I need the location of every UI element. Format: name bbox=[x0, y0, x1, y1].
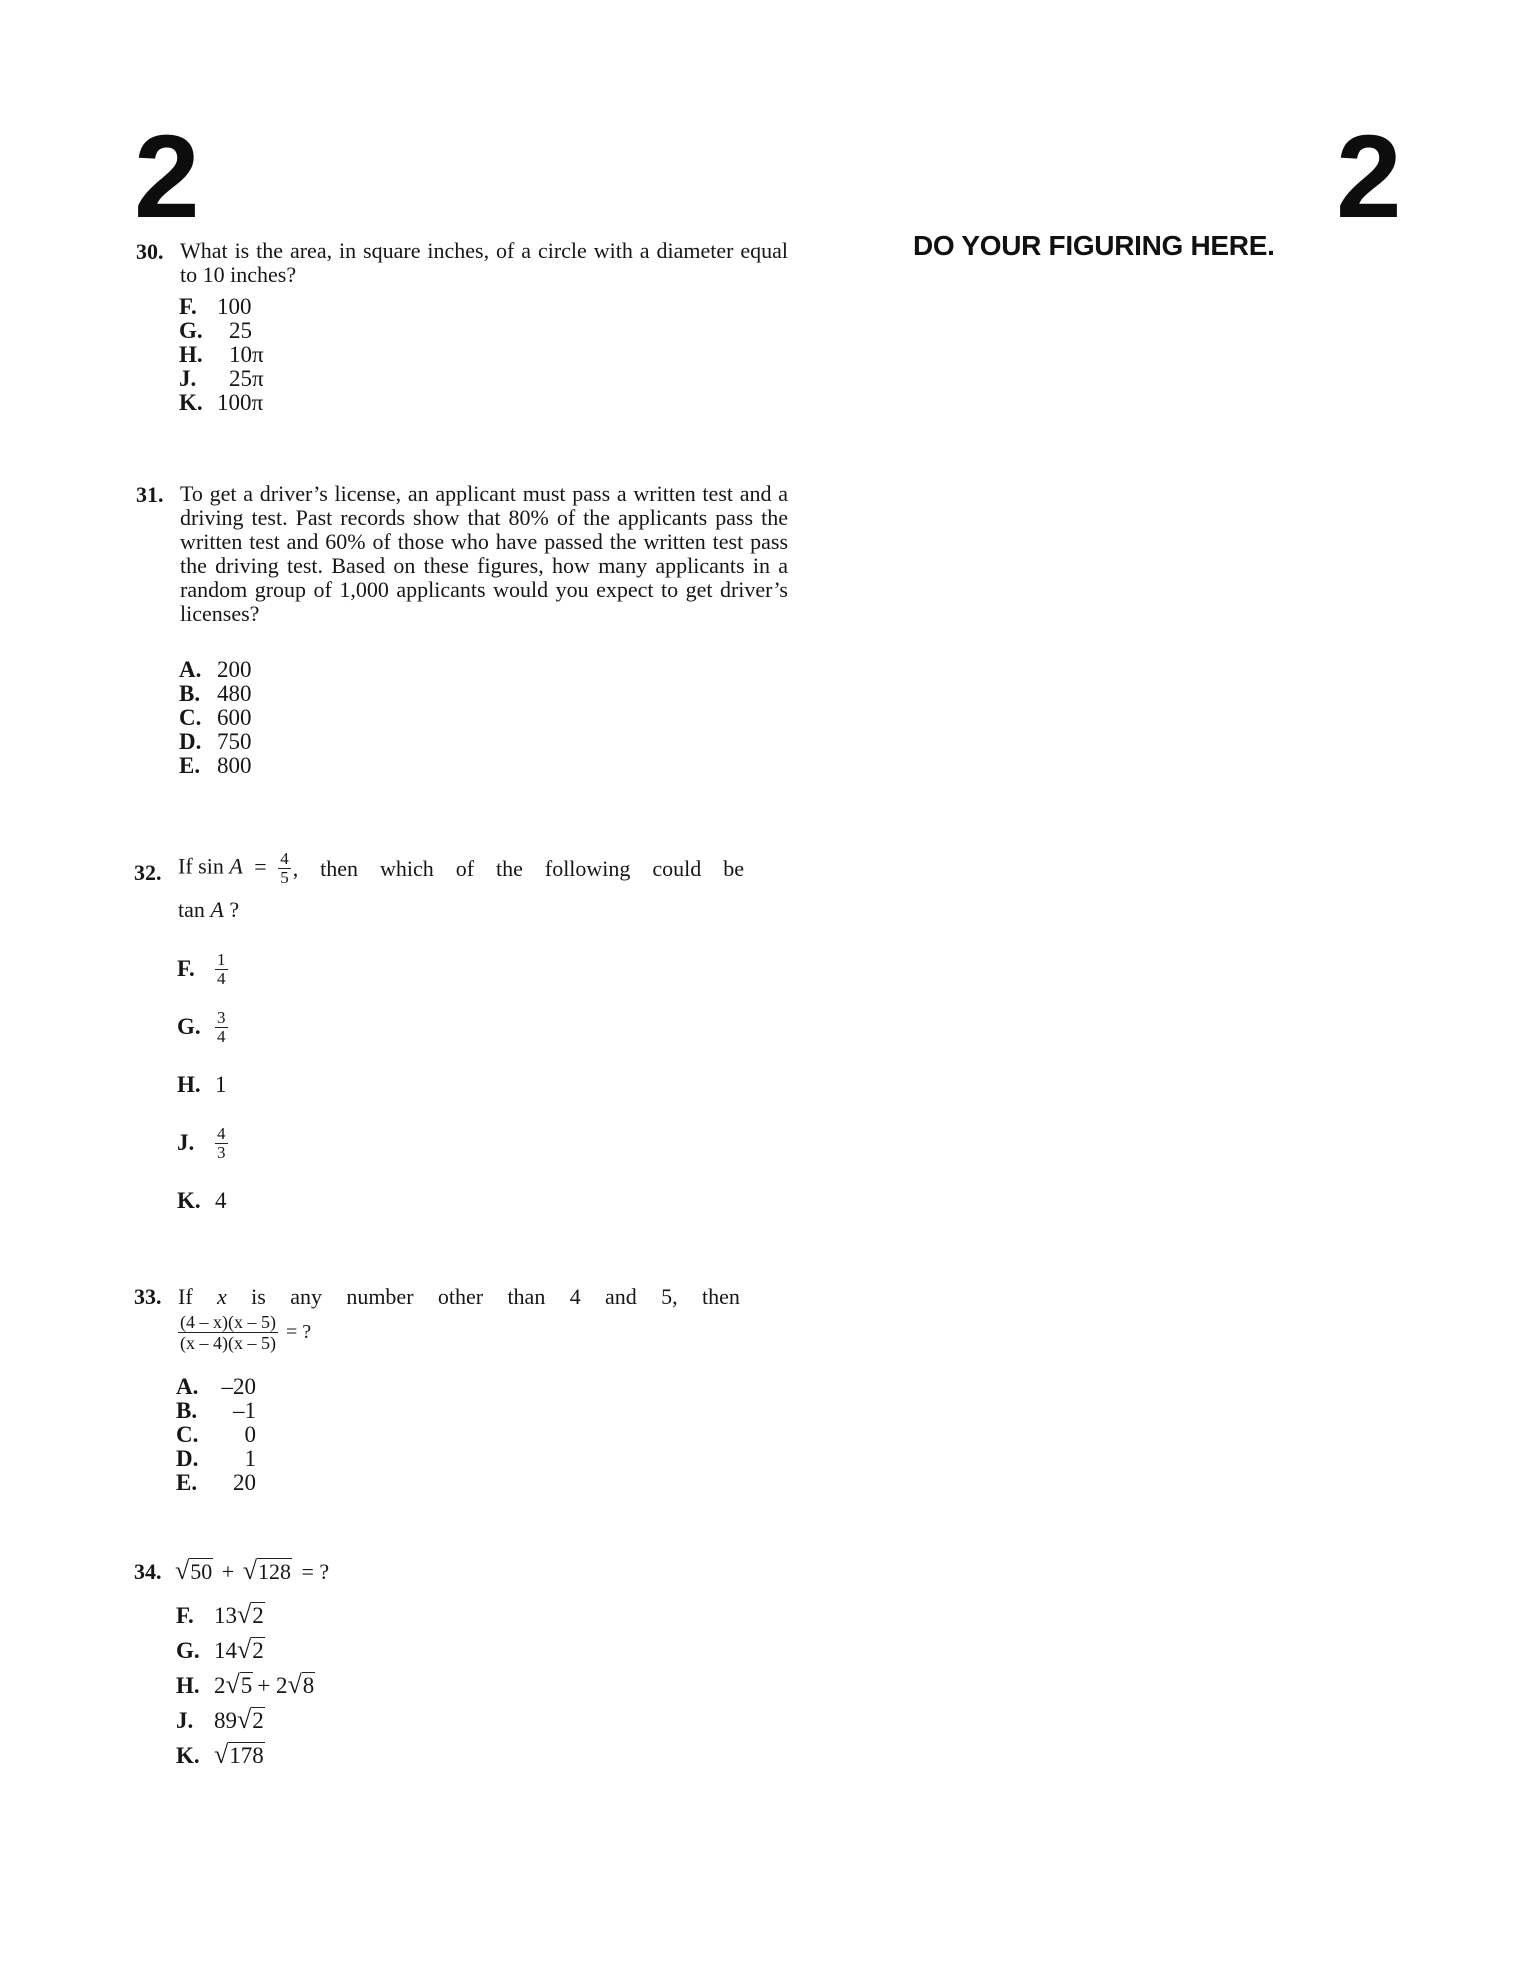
option-value: 20 bbox=[233, 1470, 256, 1495]
stem-word: then bbox=[702, 1284, 740, 1309]
option-coefficient: 13 bbox=[214, 1603, 237, 1628]
radicand: 2 bbox=[252, 1603, 264, 1628]
option-value: 25 bbox=[229, 318, 252, 343]
option-letter: G. bbox=[177, 1014, 201, 1039]
option-value: 25π bbox=[229, 366, 264, 391]
question-number: 30. bbox=[136, 239, 164, 264]
answer-option-f[interactable] bbox=[176, 1598, 315, 1633]
answer-option-h[interactable] bbox=[177, 1056, 228, 1114]
answer-option-e[interactable] bbox=[179, 754, 252, 778]
stem-var: x bbox=[217, 1284, 227, 1309]
option-value: –20 bbox=[221, 1374, 256, 1399]
option-value: 200 bbox=[217, 657, 252, 682]
answer-option-c[interactable] bbox=[179, 706, 252, 730]
option-value: 800 bbox=[217, 753, 252, 778]
stem-equals: = bbox=[254, 853, 267, 879]
option-letter: F. bbox=[177, 956, 195, 981]
answer-option-k[interactable] bbox=[177, 1172, 228, 1230]
stem-word: any bbox=[290, 1284, 322, 1309]
radical-sign: √ bbox=[225, 1670, 240, 1699]
stem-tan: tan bbox=[178, 897, 205, 922]
answer-option-h[interactable] bbox=[179, 343, 264, 367]
question-text: What is the area, in square inches, of a circle with a diameter equal to 10 inches? bbox=[180, 238, 788, 287]
stem-var: A bbox=[210, 897, 224, 922]
question-number: 34. bbox=[134, 1559, 162, 1584]
answer-option-d[interactable] bbox=[179, 730, 252, 754]
option-letter: H. bbox=[176, 1673, 200, 1698]
option-letter: C. bbox=[179, 705, 202, 730]
radicand: 8 bbox=[302, 1673, 315, 1698]
stem-word: number bbox=[346, 1284, 414, 1309]
answer-option-d[interactable] bbox=[176, 1447, 256, 1471]
stem-question: ? bbox=[229, 897, 240, 922]
option-letter: E. bbox=[179, 753, 201, 778]
option-value: 100π bbox=[217, 390, 264, 415]
answer-option-a[interactable] bbox=[179, 658, 252, 682]
option-letter: G. bbox=[179, 318, 203, 343]
question-34 bbox=[134, 1556, 329, 1586]
answer-options-31 bbox=[179, 658, 252, 778]
option-letter: B. bbox=[179, 681, 201, 706]
option-letter: J. bbox=[176, 1708, 194, 1733]
plus-sign: + bbox=[221, 1559, 235, 1584]
stem-word: and bbox=[605, 1284, 637, 1309]
answer-option-b[interactable] bbox=[176, 1399, 256, 1423]
stem-text: If sin bbox=[178, 853, 224, 879]
expression-tail: = ? bbox=[301, 1559, 330, 1584]
option-fraction bbox=[215, 1125, 228, 1162]
radical-sign: √ bbox=[242, 1556, 257, 1585]
fraction-denominator: 3 bbox=[217, 1142, 226, 1162]
option-value: 600 bbox=[217, 705, 252, 730]
stem-word: is bbox=[251, 1284, 266, 1309]
answer-option-g[interactable] bbox=[176, 1633, 315, 1668]
answer-option-j[interactable] bbox=[177, 1114, 228, 1172]
question-number: 32. bbox=[134, 860, 162, 885]
figuring-label: DO YOUR FIGURING HERE. bbox=[913, 230, 1275, 261]
radical-sign: √ bbox=[214, 1740, 229, 1769]
fraction-denominator: 4 bbox=[217, 968, 226, 988]
radicand: 128 bbox=[257, 1559, 291, 1584]
option-value: 10π bbox=[229, 342, 264, 367]
question-text-line-2 bbox=[178, 897, 239, 923]
option-letter: K. bbox=[176, 1743, 200, 1768]
option-letter: J. bbox=[177, 1130, 195, 1155]
answer-option-c[interactable] bbox=[176, 1423, 256, 1447]
answer-option-h[interactable] bbox=[176, 1668, 315, 1703]
radicand: 2 bbox=[252, 1638, 264, 1663]
option-coefficient: 2 bbox=[214, 1673, 226, 1698]
expression bbox=[167, 1556, 330, 1585]
radicand: 50 bbox=[190, 1559, 213, 1584]
answer-option-j[interactable] bbox=[179, 367, 264, 391]
stem-rest: , then which of the following could be bbox=[292, 855, 744, 881]
expression-fraction bbox=[178, 1312, 278, 1353]
question-text bbox=[178, 850, 744, 887]
option-plus-term: + 2 bbox=[257, 1673, 288, 1698]
section-number-left: 2 bbox=[134, 111, 200, 243]
radical-sign: √ bbox=[287, 1670, 302, 1699]
section-number-right: 2 bbox=[1336, 111, 1402, 243]
radical-sign: √ bbox=[175, 1556, 190, 1585]
stem-word: If bbox=[178, 1284, 193, 1309]
expression-tail: = ? bbox=[285, 1321, 312, 1343]
option-fraction bbox=[215, 1009, 228, 1046]
option-value: 480 bbox=[217, 681, 252, 706]
option-letter: D. bbox=[176, 1446, 199, 1471]
radicand: 5 bbox=[240, 1673, 253, 1698]
answer-options-33 bbox=[176, 1375, 256, 1495]
answer-options-32 bbox=[177, 940, 228, 1230]
fraction-numerator: 3 bbox=[217, 1007, 226, 1027]
radical-sign: √ bbox=[237, 1635, 252, 1664]
option-letter: K. bbox=[177, 1188, 201, 1213]
fraction-denominator: 5 bbox=[280, 868, 289, 887]
option-letter: A. bbox=[176, 1374, 199, 1399]
option-value: 100 bbox=[217, 294, 252, 319]
expression bbox=[178, 1312, 311, 1353]
answer-option-g[interactable] bbox=[179, 319, 264, 343]
option-value: 1 bbox=[244, 1446, 256, 1471]
option-letter: E. bbox=[176, 1470, 198, 1495]
option-letter: H. bbox=[177, 1072, 201, 1097]
stem-word: other bbox=[437, 1284, 484, 1309]
option-letter: G. bbox=[176, 1638, 200, 1663]
question-number: 33. bbox=[134, 1284, 162, 1309]
radicand: 2 bbox=[252, 1708, 264, 1733]
answer-option-k[interactable] bbox=[179, 391, 264, 415]
stem-word: 4 bbox=[569, 1284, 581, 1309]
stem-start bbox=[178, 850, 291, 887]
fraction-numerator: 1 bbox=[217, 949, 226, 969]
question-text bbox=[178, 1284, 740, 1310]
option-letter: F. bbox=[176, 1603, 194, 1628]
answer-options-34 bbox=[176, 1598, 315, 1773]
stem-word: than bbox=[507, 1284, 546, 1309]
answer-option-a[interactable] bbox=[176, 1375, 256, 1399]
fraction-numerator: (4 – x)(x – 5) bbox=[180, 1312, 276, 1332]
stem-var: A bbox=[229, 853, 243, 879]
option-fraction bbox=[215, 951, 228, 988]
radicand: 178 bbox=[229, 1743, 264, 1768]
answer-option-g[interactable] bbox=[177, 998, 228, 1056]
stem-word: 5, bbox=[661, 1284, 678, 1309]
option-letter: A. bbox=[179, 657, 202, 682]
option-coefficient: 14 bbox=[214, 1638, 237, 1663]
option-letter: F. bbox=[179, 294, 197, 319]
fraction-numerator: 4 bbox=[217, 1123, 226, 1143]
answer-option-e[interactable] bbox=[176, 1471, 256, 1495]
option-letter: D. bbox=[179, 729, 202, 754]
answer-options-30 bbox=[179, 295, 264, 415]
fraction-numerator: 4 bbox=[280, 849, 289, 868]
option-value: 1 bbox=[215, 1072, 227, 1097]
option-letter: H. bbox=[179, 342, 203, 367]
radical-sign: √ bbox=[237, 1705, 252, 1734]
radical-sign: √ bbox=[237, 1600, 252, 1629]
option-value: 750 bbox=[217, 729, 252, 754]
option-letter: B. bbox=[176, 1398, 198, 1423]
answer-option-b[interactable] bbox=[179, 682, 252, 706]
option-value: –1 bbox=[233, 1398, 256, 1423]
question-text: To get a driver’s license, an applicant must pass a written test and a driving test. Past records show that 80% of the applicants pass the written test and 60% of those who have passed the written test pass the driving test. Based on these figures, how many applicants in a random group of 1,000 applicants would you expect to get driver’s licenses? bbox=[180, 481, 788, 626]
question-number: 31. bbox=[136, 482, 164, 507]
answer-option-f[interactable] bbox=[179, 295, 264, 319]
answer-option-j[interactable] bbox=[176, 1703, 315, 1738]
fraction-denominator: (x – 4)(x – 5) bbox=[180, 1333, 276, 1353]
answer-option-k[interactable] bbox=[176, 1738, 315, 1773]
option-letter: K. bbox=[179, 390, 203, 415]
option-letter: C. bbox=[176, 1422, 199, 1447]
option-value: 4 bbox=[215, 1188, 227, 1213]
fraction bbox=[278, 850, 291, 887]
answer-option-f[interactable] bbox=[177, 940, 228, 998]
option-letter: J. bbox=[179, 366, 197, 391]
option-coefficient: 89 bbox=[214, 1708, 237, 1733]
option-value: 0 bbox=[244, 1422, 256, 1447]
fraction-denominator: 4 bbox=[217, 1026, 226, 1046]
